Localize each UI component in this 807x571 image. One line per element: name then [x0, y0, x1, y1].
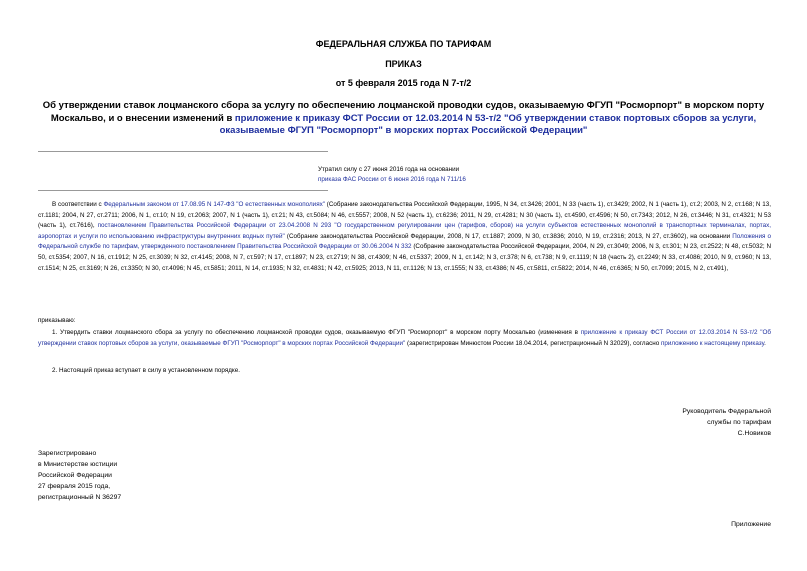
registration-line-2: в Министерстве юстиции: [38, 461, 118, 468]
date-number-heading: от 5 февраля 2015 года N 7-т/2: [335, 78, 472, 88]
status-note: [318, 165, 618, 185]
order-item-1: [38, 328, 771, 349]
item1-text-2: (зарегистрирован Минюстом России 18.04.2014, регистрационный N 32029), согласно: [405, 339, 661, 347]
signature-line-3: С.Новиков: [737, 430, 771, 437]
resolution-link[interactable]: постановлением Правительства Российской Федерации от 23.04.2008 N 293 "О государственном регулировании цен (тарифов, сборов) на услуги субъектов естественных монополий в транспортных терминалах, портах, аэропортах и услуги по использованию инфраструктуры внутренних водных путей": [38, 222, 771, 240]
preamble-text-2: (Собрание законодательства Российской Федерации, 1995, N 34, ст.3426; 2001, N 33 (часть 1), ст.3429; 2002, N 1 (часть 1), ст.2; 2003, N 2, ст.168; N 13, ст.1181; 2004, N 27, ст.2711; 2006, N 1, ст.10; N 19, ст.2063; 2007, N 1 (часть 1), ст.21; N 43, ст.5084; N 46, ст.5557; 2008, N 52 (часть 1), ст.6236; 2011, N 29, ст.4281; N 30 (часть 1), ст.4590, ст.4596; N 50, ст.7343; 2012, N 26, ст.3446; N 31, ст.4321; N 53 (часть 1), ст.7616),: [38, 201, 772, 230]
law-link[interactable]: Федеральным законом от 17.08.95 N 147-ФЗ "О естественных монополиях": [103, 201, 325, 208]
status-line: Утратил силу с 27 июня 2016 года на основании: [318, 166, 460, 173]
registration-block: [38, 448, 121, 503]
agency-heading: ФЕДЕРАЛЬНАЯ СЛУЖБА ПО ТАРИФАМ: [315, 39, 492, 49]
item1-text-3: .: [764, 339, 766, 347]
document-title: [34, 100, 773, 138]
registration-line-4: 27 февраля 2015 года,: [38, 483, 111, 490]
divider-bottom: [38, 190, 328, 191]
preamble-text-3: (Собрание законодательства Российской Федерации, 2008, N 17, ст.1887; 2009, N 30, ст.3836; 2010, N 19, ст.2316; 2013, N 27, ст.3602), на основании: [284, 232, 733, 240]
item1-link-appendix[interactable]: приложению к настоящему приказу: [660, 339, 765, 347]
order-item-2: 2. Настоящий приказ вступает в силу в установленном порядке.: [52, 367, 241, 374]
preamble-paragraph: [38, 200, 771, 274]
title-link[interactable]: приложение к приказу ФСТ России от 12.03.2014 N 53-т/2 "Об утверждении ставок портовых сборов за услуги, оказываемые ФГУП "Росморпорт" в морских портах Российской Федерации": [219, 112, 757, 136]
signature-line-2: службы по тарифам: [707, 419, 771, 426]
regulation-link[interactable]: Положения о Федеральной службе по тарифам, утвержденного постановлением Правительства Российской Федерации от 30.06.2004 N 332: [38, 232, 772, 251]
preamble-text-1: В соответствии с: [52, 201, 104, 208]
doc-type-heading: ПРИКАЗ: [385, 59, 422, 69]
registration-line-1: Зарегистрировано: [38, 450, 97, 457]
item1-link-order[interactable]: приложение к приказу ФСТ России от 12.03.2014 N 53-т/2 "Об утверждении ставок портовых сборов за услуги, оказываемые ФГУП "Росморпорт" в морских портах Российской Федерации": [38, 329, 771, 347]
preamble-text-4: (Собрание законодательства Российской Федерации, 2004, N 29, ст.3049; 2006, N 3, ст.301; N 23, ст.2522; N 48, ст.5032; N 50, ст.5354; 2007, N 16, ст.1912; N 25, ст.3039; N 32, ст.4145; 2008, N 7, ст.597; N 17, ст.1897; N 23, ст.2719; N 38, ст.4309; N 46, ст.5337; 2009, N 1, ст.142; N 3, ст.378; N 6, ст.738; N 9, ст.1119; N 18 (часть 2), ст.2249; N 33, ст.4086; 2010, N 9, ст.960; N 13, ст.1514; N 25, ст.3169; N 26, ст.3350; N 30, ст.4096; N 45, ст.5851; 2011, N 14, ст.1935; N 32, ст.4831; N 42, ст.5925; 2013, N 11, ст.1126; N 13, ст.1555; N 33, ст.4386; N 45, ст.5811, ст.5822; 2014, N 46, ст.6365; N 50, ст.7099; 2015, N 2, ст.491),: [38, 243, 771, 272]
status-link[interactable]: приказа ФАС России от 6 июня 2016 года N 711/16: [318, 176, 466, 183]
orders-label: приказываю:: [38, 317, 76, 324]
signature-block: [682, 406, 771, 439]
registration-line-5: регистрационный N 36297: [38, 494, 122, 501]
signature-line-1: Руководитель Федеральной: [682, 408, 771, 415]
title-text: Об утверждении ставок лоцманского сбора за услугу по обеспечению лоцманской проводки судов, оказываемую ФГУП "Росморпорт" в морском порту Москальво, и о внесении изменений в: [42, 100, 765, 124]
item1-text-1: 1. Утвердить ставки лоцманского сбора за услугу по обеспечению лоцманской проводки судов, оказываемую ФГУП "Росморпорт" в морском порту Москальво (изменения в: [52, 329, 581, 336]
appendix-label: Приложение: [731, 521, 771, 528]
divider-top: [38, 151, 328, 152]
registration-line-3: Российской Федерации: [38, 472, 112, 479]
